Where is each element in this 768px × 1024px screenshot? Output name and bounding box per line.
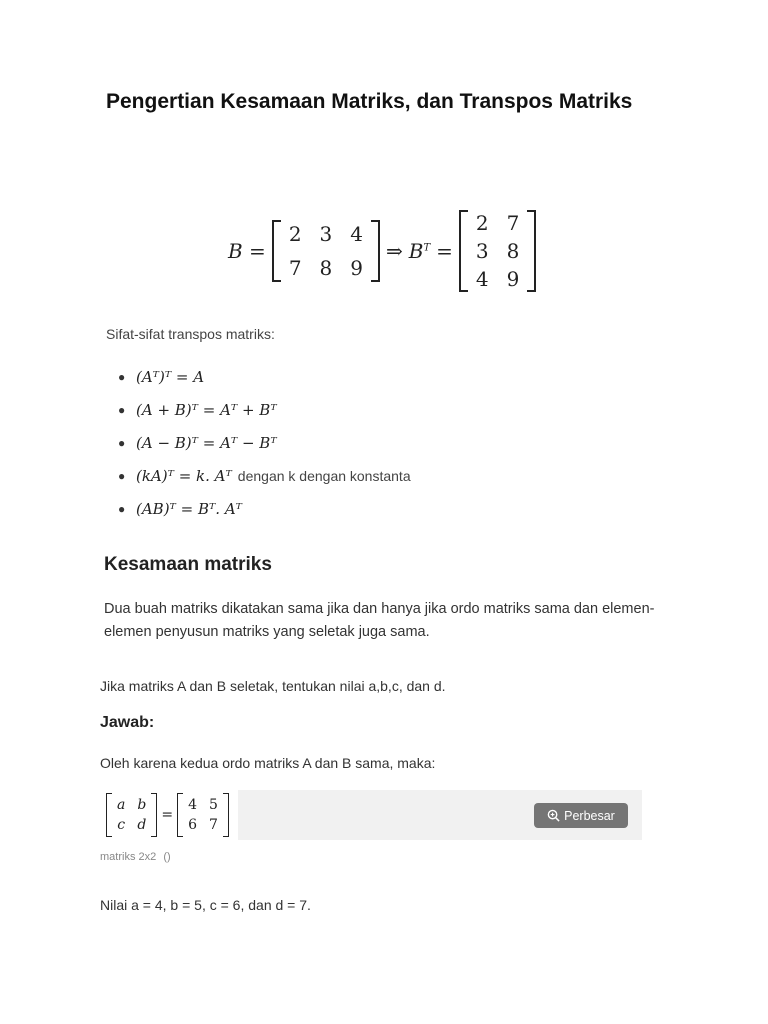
properties-list	[118, 360, 411, 525]
matrix-cell: 9	[350, 256, 364, 280]
list-item	[118, 360, 411, 393]
bullet-icon: ●	[118, 402, 126, 417]
property-formula: (A + B)ᵀ = Aᵀ + Bᵀ	[136, 400, 277, 419]
zoom-in-icon	[547, 809, 560, 822]
matrix-cell: c	[117, 817, 126, 833]
matrix-b	[272, 220, 380, 282]
list-item	[118, 393, 411, 426]
bullet-icon: ●	[118, 369, 126, 384]
list-item	[118, 492, 411, 525]
matrix-cell: 4	[188, 797, 197, 813]
property-formula: (Aᵀ)ᵀ = A	[136, 367, 205, 386]
matrix-cell: 9	[506, 267, 520, 291]
property-formula: (AB)ᵀ = Bᵀ. Aᵀ	[136, 499, 242, 518]
answer-heading: Jawab:	[100, 714, 155, 731]
matrix-right	[177, 793, 229, 837]
matrix-cell: 4	[475, 267, 489, 291]
bullet-icon: ●	[118, 435, 126, 450]
properties-intro: Sifat-sifat transpos matriks:	[106, 326, 275, 342]
equality-definition: Dua buah matriks dikatakan sama jika dan hanya jika ordo matriks sama dan elemen-elemen penyusun matriks yang seletak juga sama.	[104, 601, 655, 640]
equals-sign: =	[436, 239, 453, 263]
matrix-cell: 3	[475, 239, 489, 263]
equality-equation	[106, 790, 229, 840]
matrix-cell: 3	[319, 222, 333, 246]
matrix-cell: 2	[288, 222, 302, 246]
image-caption: matriks 2x2 ()	[100, 851, 171, 863]
matrix-bt	[459, 210, 536, 292]
implies-arrow: ⇒	[386, 239, 403, 263]
result-text: Nilai a = 4, b = 5, c = 6, dan d = 7.	[100, 897, 311, 913]
property-note: dengan k dengan konstanta	[237, 467, 411, 484]
matrix-cell: b	[137, 797, 147, 813]
matrix-cell: 7	[288, 256, 302, 280]
property-formula: (kA)ᵀ = k. Aᵀ	[136, 466, 232, 485]
matrix-cell: 4	[350, 222, 364, 246]
bullet-icon: ●	[118, 501, 126, 516]
matrix-cell: a	[117, 797, 126, 813]
list-item	[118, 459, 411, 492]
matrix-bt-label: $B^T$	[408, 239, 431, 263]
matrix-b-label: B =	[228, 239, 266, 263]
matrix-cell: d	[137, 817, 147, 833]
matrix-cell: 7	[506, 211, 520, 235]
question-text: Jika matriks A dan B seletak, tentukan nilai a,b,c, dan d.	[100, 678, 446, 694]
matrix-cell: 6	[188, 817, 197, 833]
bullet-icon: ●	[118, 468, 126, 483]
transpose-equation	[228, 208, 536, 294]
equality-heading: Kesamaan matriks	[104, 554, 272, 575]
page-title: Pengertian Kesamaan Matriks, dan Transpos Matriks	[106, 90, 633, 113]
zoom-button[interactable]	[534, 803, 628, 828]
matrix-cell: 8	[319, 256, 333, 280]
matrix-cell: 7	[208, 817, 218, 833]
caption-symbol[interactable]: ()	[163, 851, 171, 863]
answer-intro: Oleh karena kedua ordo matriks A dan B sama, maka:	[100, 755, 436, 771]
list-item	[118, 426, 411, 459]
property-formula: (A − B)ᵀ = Aᵀ − Bᵀ	[136, 433, 277, 452]
matrix-cell: 8	[506, 239, 520, 263]
matrix-cell: 2	[475, 211, 489, 235]
matrix-left	[106, 793, 157, 837]
zoom-button-label: Perbesar	[564, 808, 615, 823]
matrix-cell: 5	[208, 797, 218, 813]
equals-sign: =	[161, 807, 174, 823]
